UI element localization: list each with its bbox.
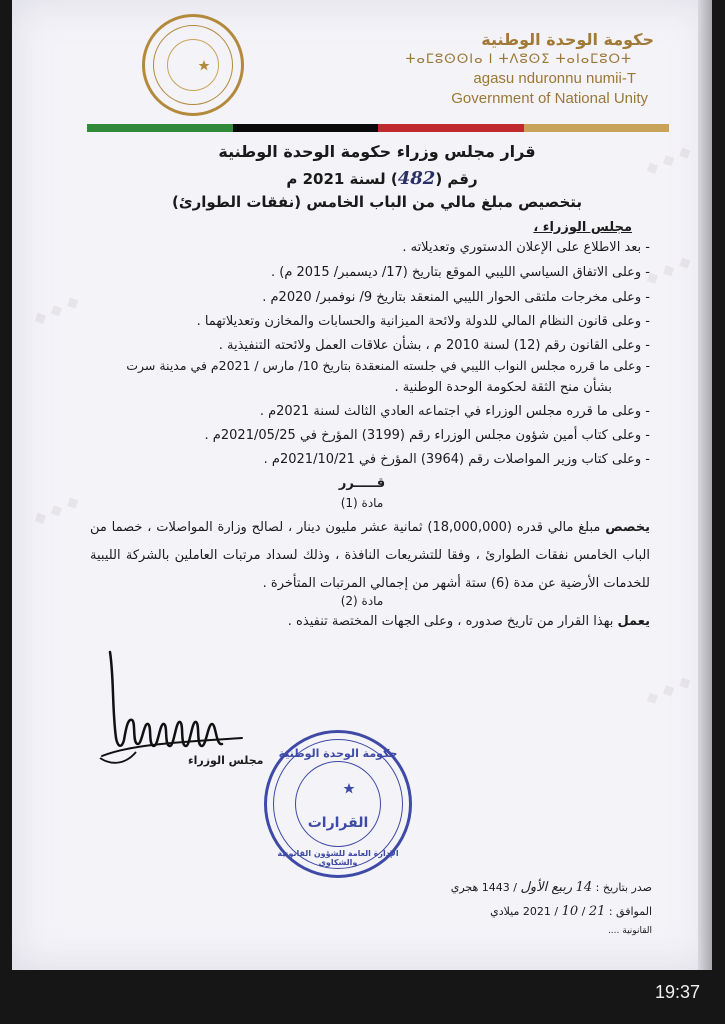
gov-name-tifinagh: ⵜⴰⵎⵓⵙⵙⵏⴰ ⵏ ⵜⴷⵓⵙⵉ ⵜⴰⵏⴰⵎⵓⵔⵜ (405, 52, 632, 67)
whereas-item: - وعلى الاتفاق السياسي الليبي الموقع بتاريخ (17/ ديسمبر/ 2015 م) . (270, 265, 650, 280)
status-time: 19:37 (655, 982, 701, 1002)
whereas-item: - بعد الاطلاع على الإعلان الدستوري وتعديلاته . (402, 240, 650, 255)
stamp-top-text: حكومة الوحدة الوطنية (278, 747, 398, 760)
stamp-center-text: القرارات (307, 815, 369, 831)
decision-number-line: رقم (482) لسنة 2021 م (286, 168, 478, 189)
whereas-item: - وعلى كتاب أمين شؤون مجلس الوزراء رقم (3199) المؤرخ في 2021/05/25م . (204, 428, 650, 443)
watermark: ◆ ◆ ◆ (642, 140, 694, 179)
signature-caption: مجلس الوزراء (188, 754, 264, 767)
issued-date-line: صدر بتاريخ : 14 ربيع الأول / 1443 هجري (450, 880, 652, 895)
legal-dept-label: القانونية .... (607, 926, 652, 936)
watermark: ◆ ◆ ◆ (30, 290, 82, 329)
gov-name-english: Government of National Unity (451, 90, 648, 107)
whereas-item: - وعلى القانون رقم (12) لسنة 2010 م ، بشأن علاقات العمل ولائحته التنفيذية . (218, 338, 650, 353)
crescent-star-icon (321, 769, 361, 809)
decision-title: قرار مجلس وزراء حكومة الوحدة الوطنية (218, 142, 536, 161)
article-1-text: يخصص مبلغ مالي قدره (18,000,000) ثمانية عشر مليون دينار ، لصالح وزارة المواصلات ، خصما من الباب الخامس نفقات الطوارئ ، وفقا للتشريعات النافذة ، وذلك لسداد مرتبات العاملين بالشركة الليبية للخدمات الأرضية عن مدة (6) ستة أشهر من إجمالي المرتبات المتأخرة . (90, 520, 650, 591)
page-edge (698, 0, 712, 970)
gregorian-date-line: الموافق : 21 / 10 / 2021 ميلادي (490, 904, 652, 919)
whereas-item: - وعلى ما قرره مجلس الوزراء في اجتماعه العادي الثالث لسنة 2021م . (259, 404, 650, 419)
article-1-title: مادة (1) (340, 496, 384, 510)
whereas-item: - وعلى قانون النظام المالي للدولة ولائحة الميزانية والحسابات والمخازن وتعديلاتهما . (196, 314, 650, 329)
flag-color-bar (87, 124, 669, 132)
whereas-item: - وعلى مخرجات ملتقى الحوار الليبي المنعقد بتاريخ 9/ نوفمبر/ 2020م . (262, 290, 650, 305)
decision-number: 482 (397, 168, 436, 189)
whereas-item: - وعلى ما قرره مجلس النواب الليبي في جلسته المنعقدة بتاريخ 10/ مارس / 2021م في مدينة سرت (126, 358, 650, 373)
crescent-star-icon (176, 46, 216, 86)
watermark: ◆ ◆ ◆ (30, 490, 82, 529)
watermark: ◆ ◆ ◆ (642, 250, 694, 289)
government-seal (142, 14, 244, 116)
document-page (12, 0, 712, 970)
gov-name-arabic: حكومة الوحدة الوطنية (481, 30, 654, 49)
decision-subject: بتخصيص مبلغ مالي من الباب الخامس (نفقات الطوارئ) (171, 193, 583, 211)
article-2-title: مادة (2) (340, 594, 384, 608)
gov-name-amazigh-latin: agasu nduronnu numii-T (473, 70, 636, 87)
decided-heading: قـــــرر (338, 476, 386, 491)
decisions-stamp (264, 730, 412, 878)
watermark: ◆ ◆ ◆ (642, 670, 694, 709)
whereas-item-continued: بشأن منح الثقة لحكومة الوحدة الوطنية . (394, 380, 612, 395)
stamp-bottom-text: الإدارة العامة للشؤون القانونية والشكاوى (277, 849, 399, 867)
council-heading: مجلس الوزراء ، (533, 220, 632, 235)
article-2-text: يعمل بهذا القرار من تاريخ صدوره ، وعلى الجهات المختصة تنفيذه . (287, 614, 650, 629)
whereas-item: - وعلى كتاب وزير المواصلات رقم (3964) المؤرخ في 2021/10/21م . (263, 452, 650, 467)
